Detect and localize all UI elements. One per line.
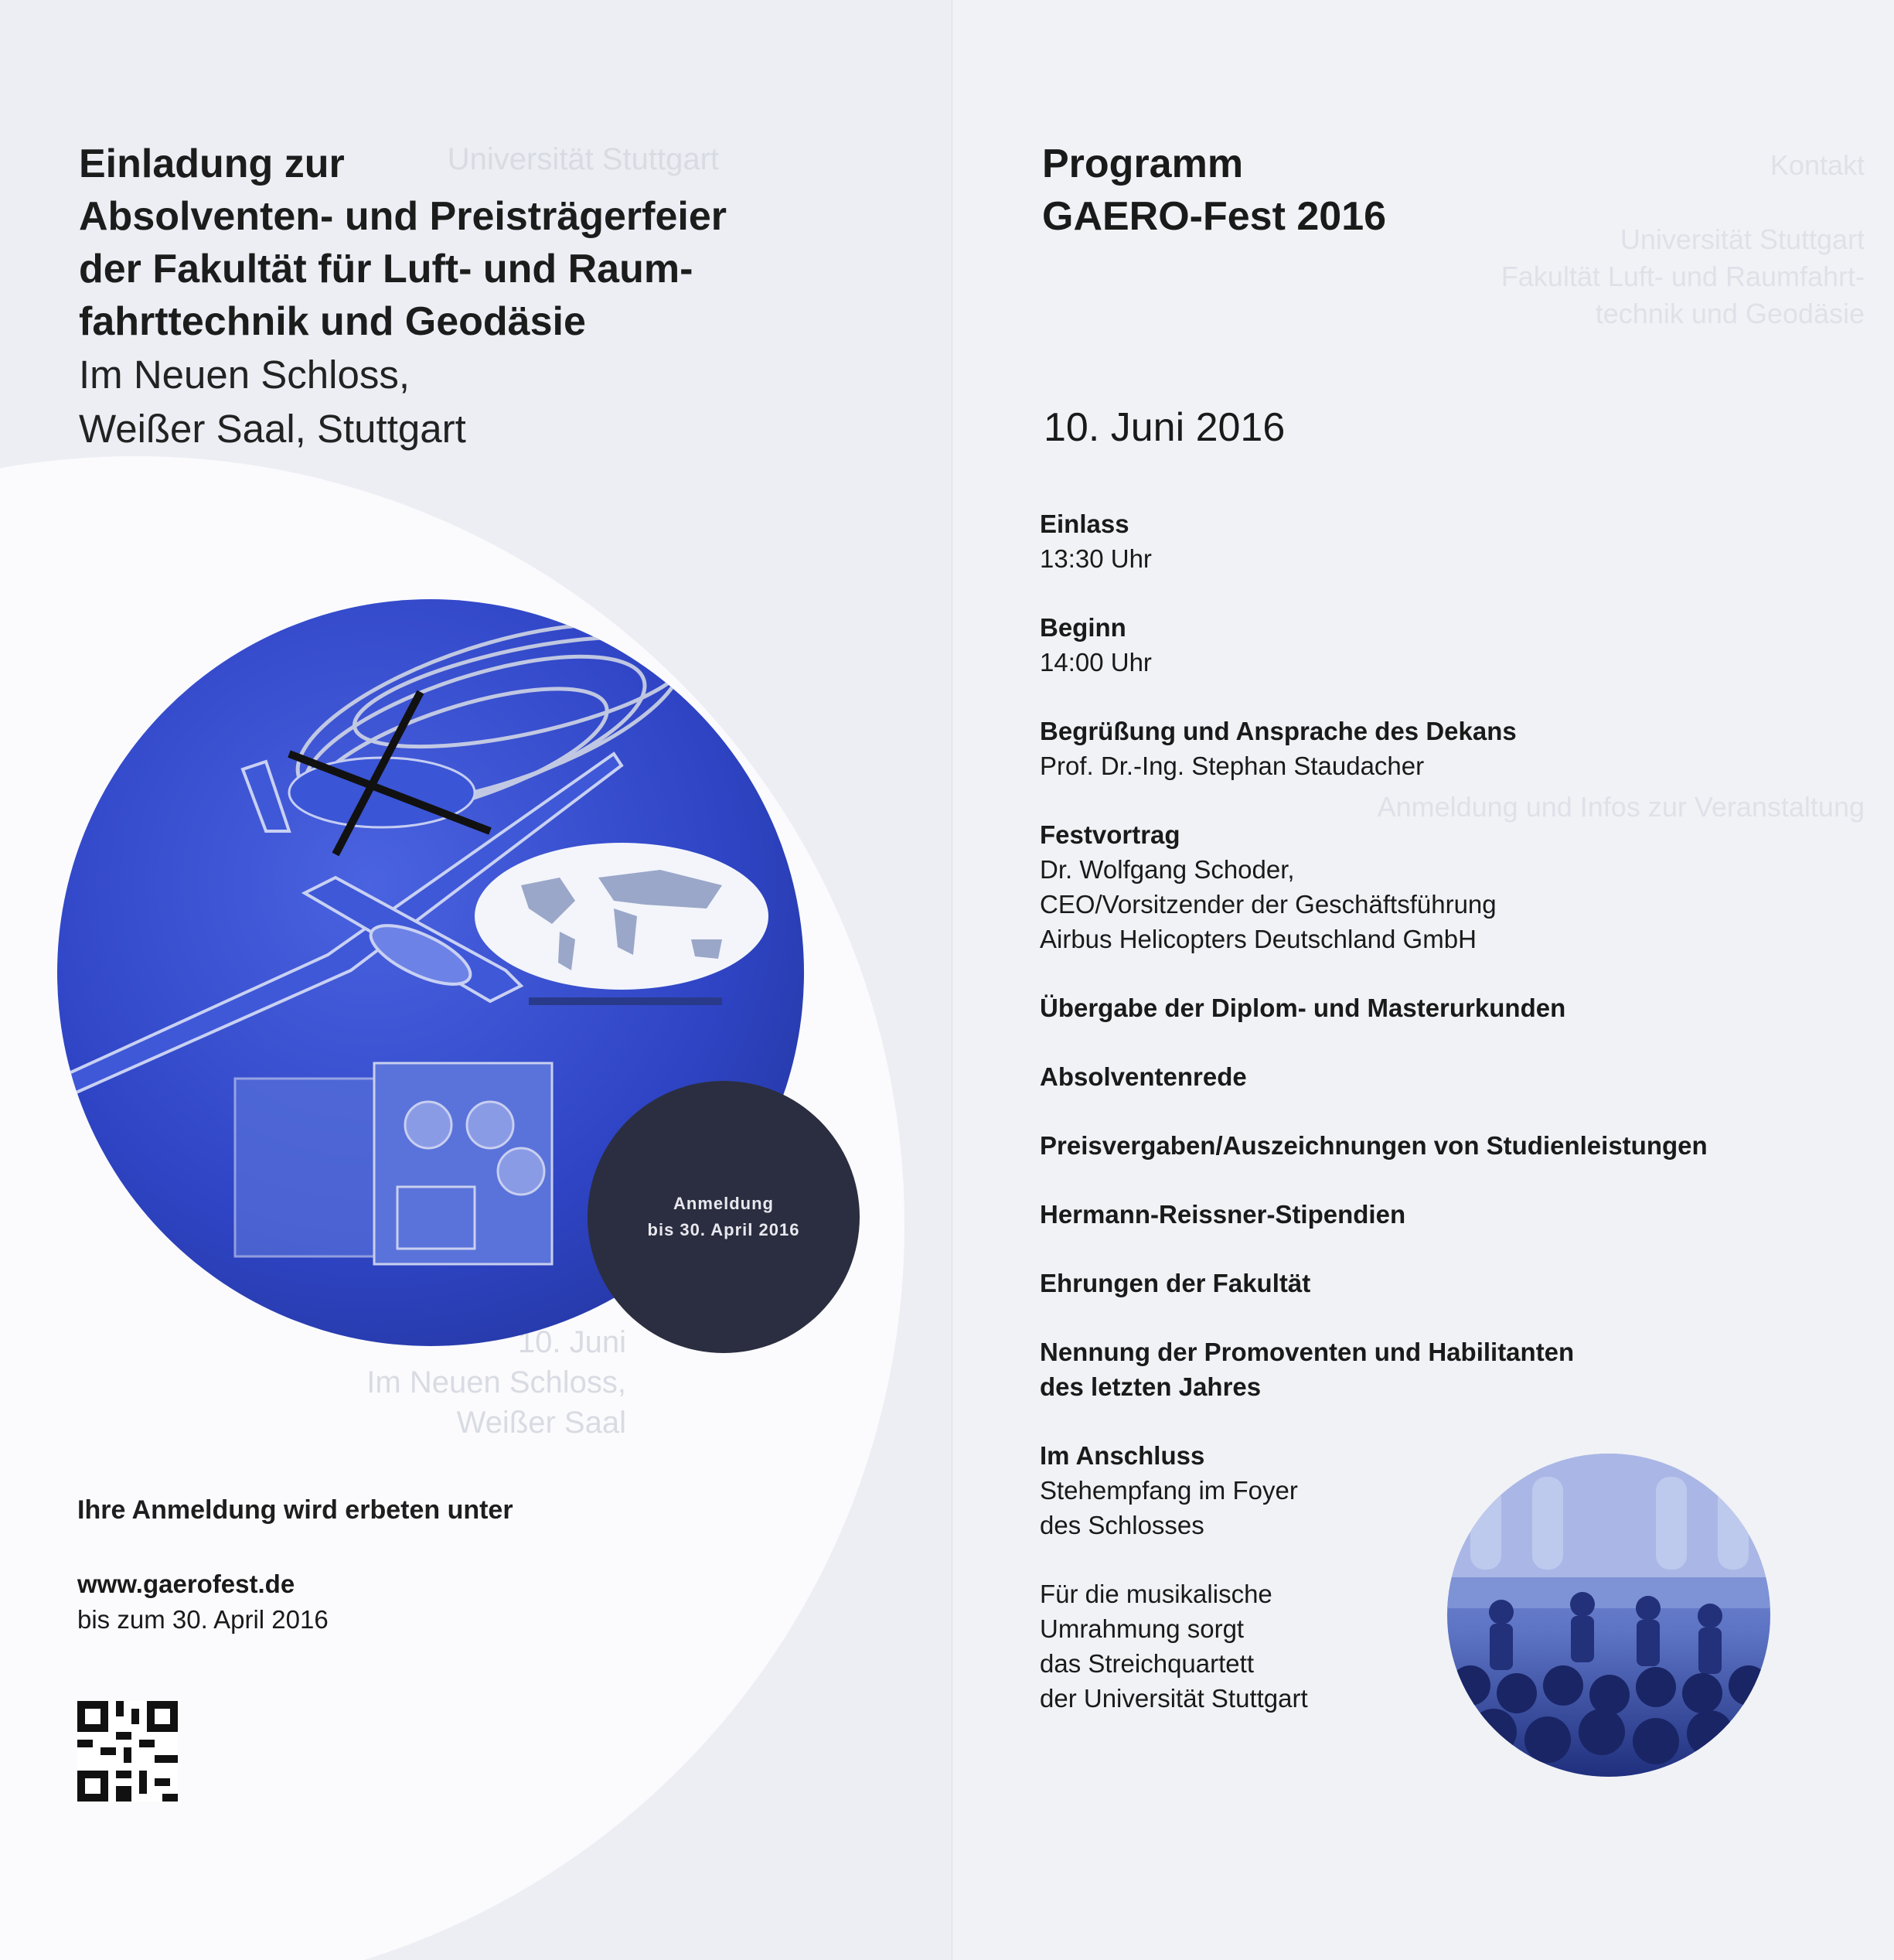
showthrough-text: Kontakt Universität Stuttgart Fakultät Luft- und Raumfahrt- technik und Geodäsie bbox=[1501, 149, 1865, 329]
program-item-heading: Einlass bbox=[1040, 510, 1129, 538]
registration-heading: Ihre Anmeldung wird erbeten unter bbox=[77, 1495, 513, 1525]
program-item-line: des Schlosses bbox=[1040, 1511, 1204, 1539]
badge-line-1: Anmeldung bbox=[673, 1194, 774, 1213]
program-item-heading: Absolventenrede bbox=[1040, 1062, 1247, 1091]
music-line: das Streichquartett bbox=[1040, 1649, 1254, 1678]
program-item bbox=[1040, 1335, 1844, 1404]
showthrough-text: Universität Stuttgart bbox=[447, 142, 719, 176]
program-title bbox=[1042, 138, 1386, 243]
program-item-line: Prof. Dr.-Ing. Stephan Staudacher bbox=[1040, 752, 1425, 780]
program-item-line: 13:30 Uhr bbox=[1040, 544, 1152, 573]
program-item-line: des letzten Jahres bbox=[1040, 1372, 1262, 1401]
program-item-heading: Ehrungen der Fakultät bbox=[1040, 1269, 1311, 1297]
qr-code-icon[interactable] bbox=[77, 1701, 178, 1801]
program-item bbox=[1040, 817, 1844, 956]
program-item bbox=[1040, 1128, 1844, 1163]
concert-photo bbox=[1447, 1454, 1770, 1777]
registration-url[interactable]: www.gaerofest.de bbox=[77, 1570, 295, 1598]
music-line: Umrahmung sorgt bbox=[1040, 1614, 1245, 1643]
music-line: der Universität Stuttgart bbox=[1040, 1684, 1308, 1713]
program-item-heading: Im Anschluss bbox=[1040, 1441, 1205, 1470]
program-item-line: Stehempfang im Foyer bbox=[1040, 1476, 1298, 1505]
program-item bbox=[1040, 990, 1844, 1025]
program-item bbox=[1040, 1059, 1844, 1094]
program-item-line: 14:00 Uhr bbox=[1040, 648, 1152, 677]
program-item bbox=[1040, 714, 1844, 783]
program-label: Programm bbox=[1042, 141, 1244, 186]
program-item-heading: Nennung der Promoventen und Habilitanten bbox=[1040, 1338, 1575, 1366]
program-item-heading: Beginn bbox=[1040, 613, 1126, 642]
program-item-heading: Begrüßung und Ansprache des Dekans bbox=[1040, 717, 1517, 745]
showthrough-text: Anmeldung und Infos zur Veranstaltung bbox=[1377, 791, 1865, 823]
showthrough-text: 10. Juni Im Neuen Schloss, Weißer Saal bbox=[366, 1325, 626, 1440]
event-date: 10. Juni 2016 bbox=[1044, 405, 1286, 450]
program-item bbox=[1040, 506, 1844, 576]
program-item bbox=[1040, 1197, 1844, 1232]
registration-deadline: bis zum 30. April 2016 bbox=[77, 1605, 329, 1634]
registration-info bbox=[77, 1566, 329, 1638]
invitation-title bbox=[79, 138, 883, 456]
program-item bbox=[1040, 1266, 1844, 1300]
program-item-heading: Festvortrag bbox=[1040, 820, 1180, 849]
program-item-line: Airbus Helicopters Deutschland GmbH bbox=[1040, 925, 1477, 953]
location-line-2: Weißer Saal, Stuttgart bbox=[79, 407, 466, 451]
location-line-1: Im Neuen Schloss, bbox=[79, 353, 410, 397]
registration-badge bbox=[588, 1081, 860, 1353]
program-item bbox=[1040, 610, 1844, 680]
string-quartet-photo-icon bbox=[1447, 1454, 1770, 1777]
program-item-heading: Übergabe der Diplom- und Masterurkunden bbox=[1040, 994, 1566, 1022]
program-item-line: Dr. Wolfgang Schoder, bbox=[1040, 855, 1295, 884]
invitation-heading: Einladung zur Absolventen- und Preisträgerfeier der Fakultät für Luft- und Raum- fahrttechnik und Geodäsie bbox=[79, 141, 727, 344]
program-item-heading: Preisvergaben/Auszeichnungen von Studienleistungen bbox=[1040, 1131, 1708, 1160]
badge-line-2: bis 30. April 2016 bbox=[647, 1220, 800, 1239]
program-item-heading: Hermann-Reissner-Stipendien bbox=[1040, 1200, 1406, 1229]
program-item-line: CEO/Vorsitzender der Geschäftsführung bbox=[1040, 890, 1497, 919]
event-name: GAERO-Fest 2016 bbox=[1042, 194, 1387, 239]
music-line: Für die musikalische bbox=[1040, 1580, 1272, 1608]
